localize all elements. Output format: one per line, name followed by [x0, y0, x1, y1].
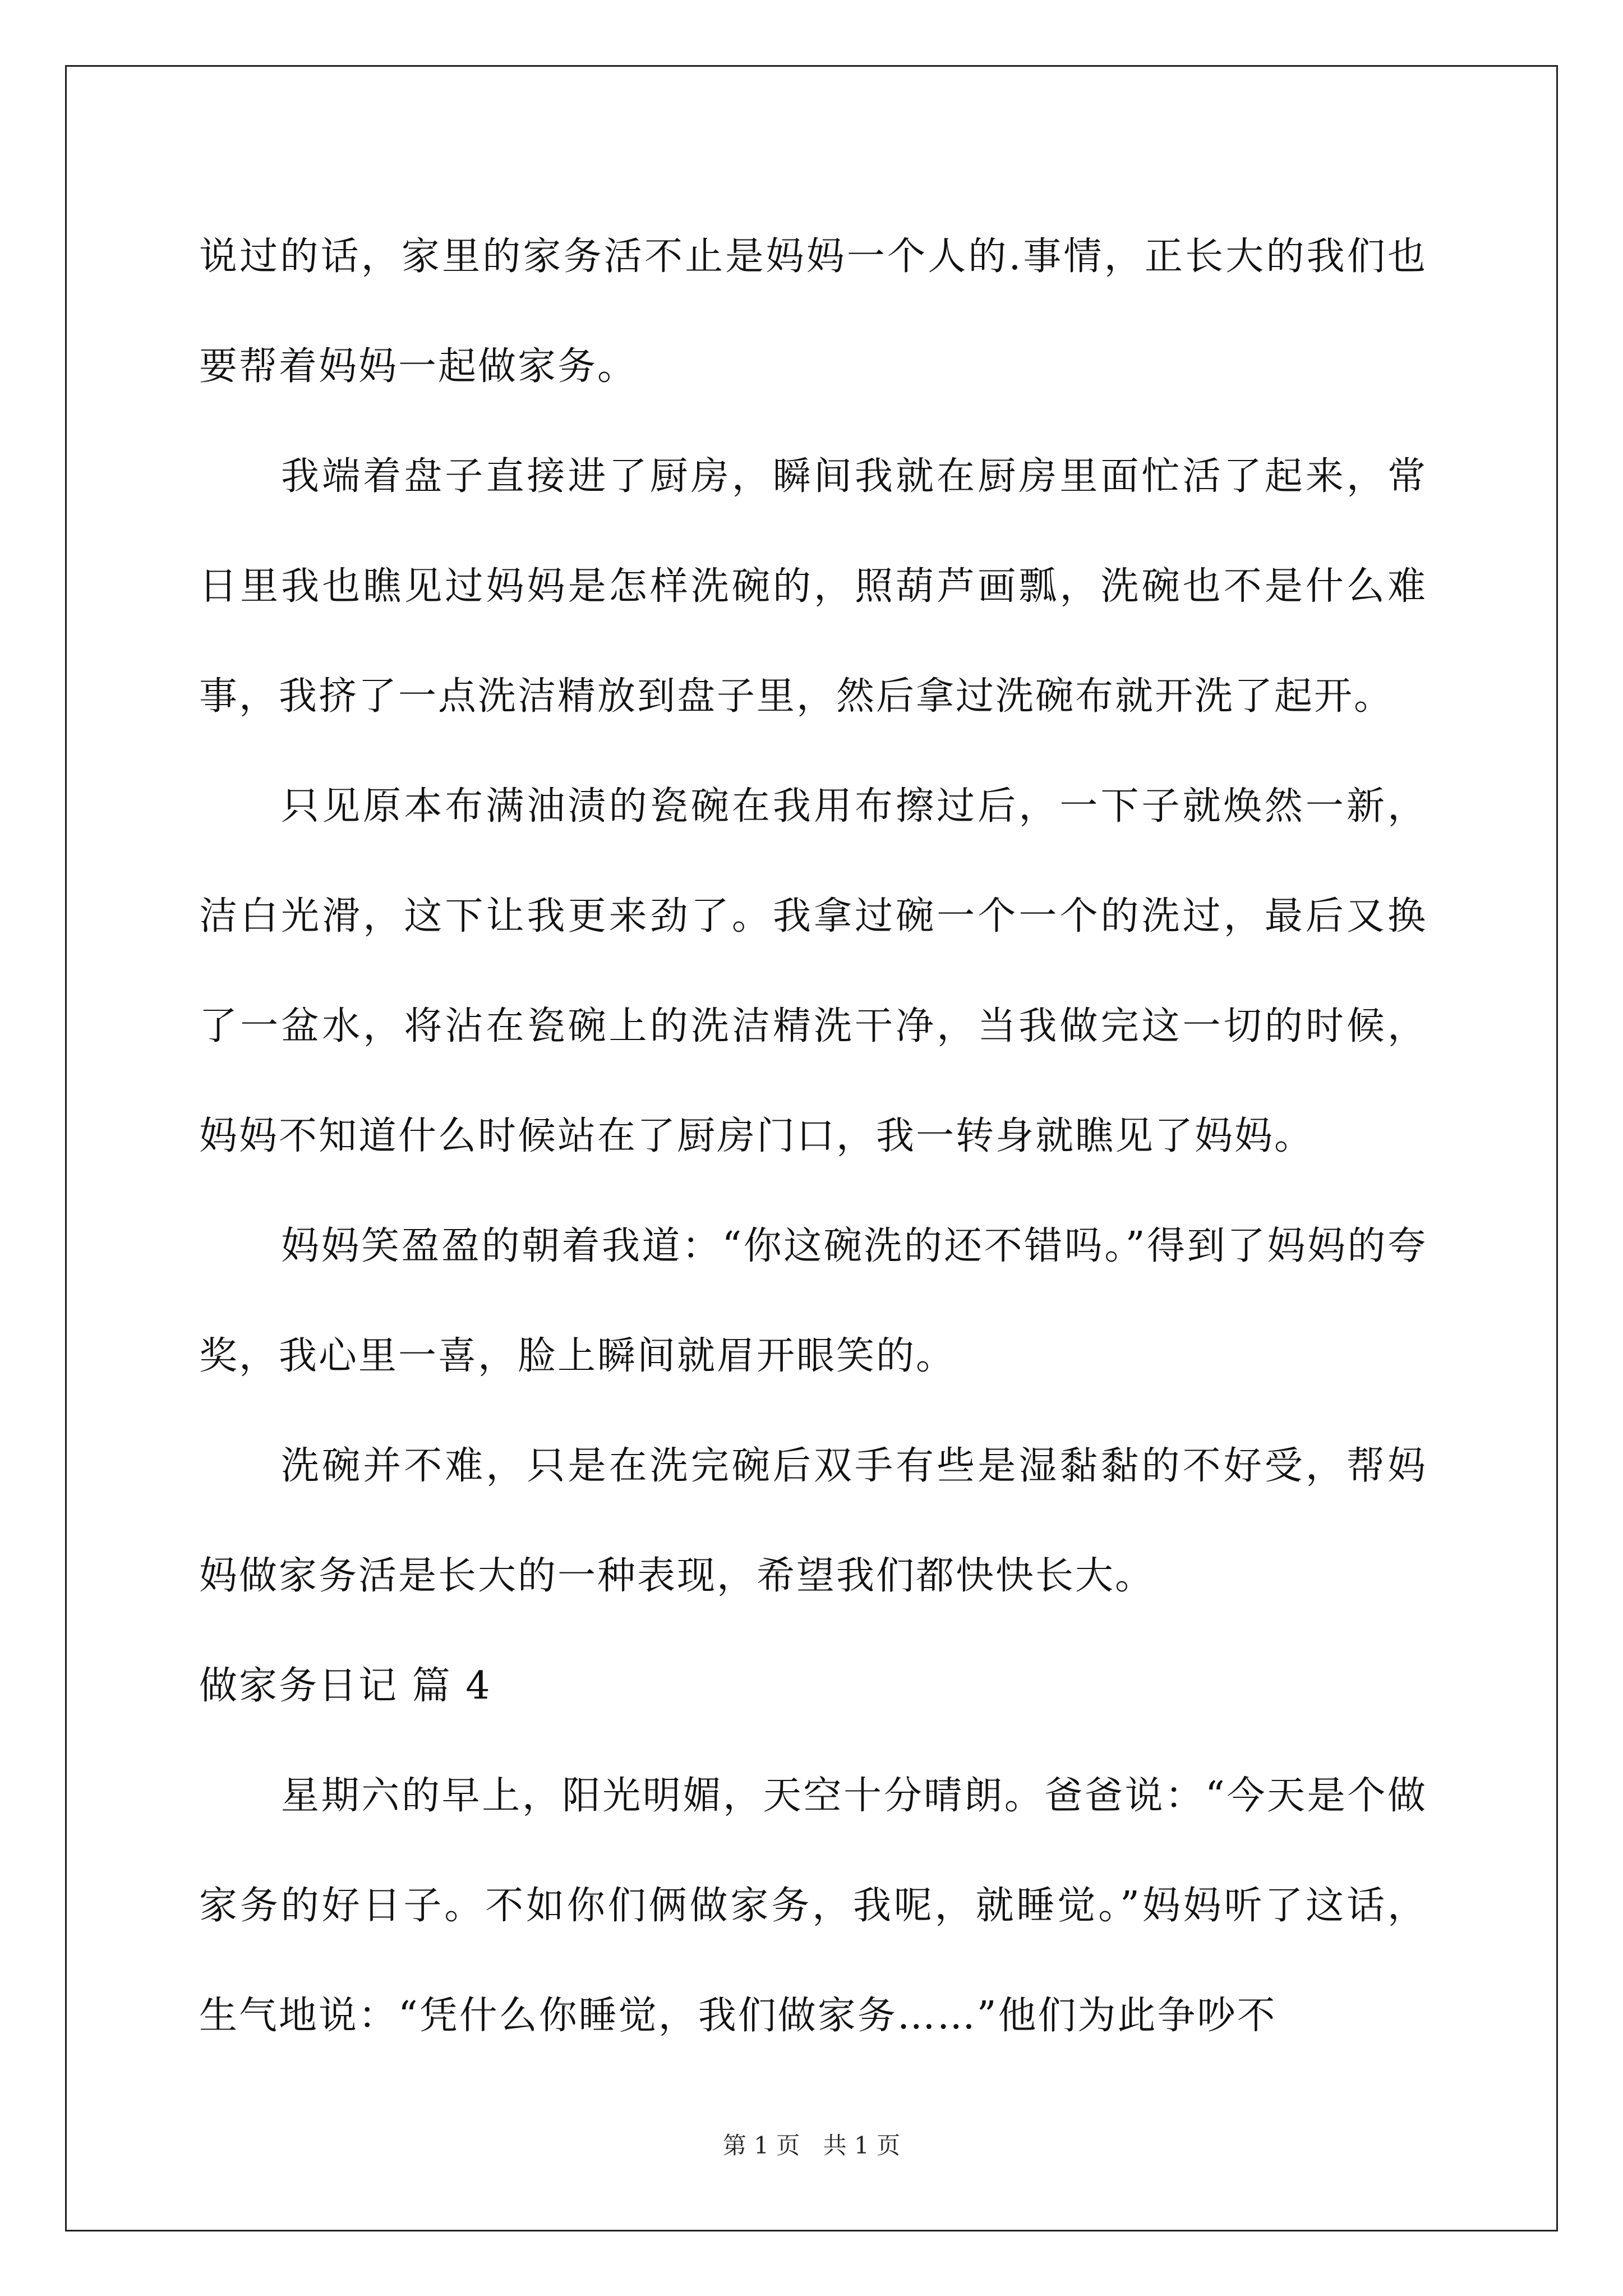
page-total: 共 1 页: [823, 2132, 901, 2159]
paragraph-3: 只见原本布满油渍的瓷碗在我用布擦过后，一下子就焕然一新，洁白光滑，这下让我更来劲了。我拿过碗一个一个的洗过，最后又换了一盆水，将沾在瓷碗上的洗洁精洗干净，当我做完这一切的时候，妈妈不知道什么时候站在了厨房门口，我一转身就瞧见了妈妈。: [199, 784, 1427, 1158]
page-number: 第 1 页: [722, 2132, 800, 2159]
paragraph-1: 说过的话，家里的家务活不止是妈妈一个人的.事情，正长大的我们也要帮着妈妈一起做家务。: [199, 234, 1427, 389]
section-heading: 做家务日记 篇 4: [199, 1664, 492, 1708]
page-footer: [0, 2129, 1623, 2162]
paragraph-6: 星期六的早上，阳光明媚，天空十分晴朗。爸爸说：“今天是个做家务的好日子。不如你们俩做家务，我呢，就睡觉。”妈妈听了这话，生气地说：“凭什么你睡觉，我们做家务……”他们为此争吵不: [199, 1774, 1427, 2038]
paragraph-2: 我端着盘子直接进了厨房，瞬间我就在厨房里面忙活了起来，常日里我也瞧见过妈妈是怎样洗碗的，照葫芦画瓢，洗碗也不是什么难事，我挤了一点洗洁精放到盘子里，然后拿过洗碗布就开洗了起开。: [199, 454, 1427, 719]
document-body: [199, 202, 1427, 2071]
paragraph-5: 洗碗并不难，只是在洗完碗后双手有些是湿黏黏的不好受，帮妈妈做家务活是长大的一种表现，希望我们都快快长大。: [199, 1444, 1427, 1598]
paragraph-4: 妈妈笑盈盈的朝着我道：“你这碗洗的还不错吗。”得到了妈妈的夸奖，我心里一喜，脸上瞬间就眉开眼笑的。: [199, 1224, 1427, 1378]
